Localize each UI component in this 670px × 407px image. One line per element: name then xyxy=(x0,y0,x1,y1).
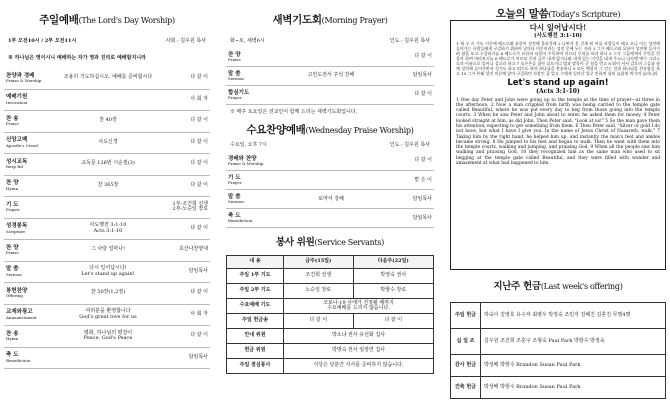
sunday-title-ko: 주일예배 xyxy=(39,14,79,26)
sunday-note: ※ 하나님은 영이시니 예배하는 자가 영과 진리로 예배할지니라 xyxy=(8,54,146,61)
scripture-body-en: 1 One day Peter and John were going up to the temple at the time of prayer—at three in the afternoon. 2 Now a man crippled from birth was being carried to the temple gate called Beautiful, where he was put every day to beg from those going into the temple courts. 3 When he saw Peter and John about to enter, he asked them for money. 4 Peter looked straight at him, as did John. Then Peter said, "Look at us!" 5 So the man gave them his attention, expecting to get something from them. 6 Then Peter said, "Silver or gold I do not have, but what I have I give you. In the name of Jesus Christ of Nazareth, walk." 7 Taking him by the right hand, he helped him up, and instantly the man's feet and ankles became strong. 8 He jumped to his feet and began to walk. Then he went with them into the temple courts, walking and jumping, and praising God. 9 When all the people saw him walking and praising God, 10 they recognized him as the same man who used to sit begging at the temple gate called Beautiful, and they were filled with wonder and amazement at what had happened to him. xyxy=(456,97,660,166)
order-leader: 담임목사 xyxy=(392,67,434,86)
wed-time: 수요일, 오후 7시 xyxy=(230,142,267,149)
order-label-ko: 찬 양 xyxy=(228,51,241,58)
order-leader: 다 같 이 xyxy=(168,175,210,197)
order-label-ko: 기 도 xyxy=(228,174,241,181)
order-leader: 다 같 이 xyxy=(168,283,210,305)
order-row xyxy=(4,347,210,369)
order-content: 평화, 하나님의 평강이 Peace, God's Peace xyxy=(48,326,168,348)
service-title-ko: 봉사 위원 xyxy=(275,237,315,249)
service-role: 안내 위원 xyxy=(227,329,284,344)
dawn-note: ※ 매주 토요일은 전교인이 함께 드리는 새벽기도회입니다. xyxy=(230,109,358,116)
order-row xyxy=(4,218,210,240)
dawn-order-table xyxy=(226,48,434,106)
order-label xyxy=(4,89,48,111)
order-leader: 1부-조건희 선생 2부-노승일 장로 xyxy=(168,197,210,219)
weekday-column xyxy=(226,0,434,407)
order-label xyxy=(4,326,48,348)
offering-title-en: (Last week's offering) xyxy=(540,282,623,291)
scripture-heading-ko: 다시 일어납시다! xyxy=(529,23,587,32)
order-row xyxy=(4,240,210,262)
order-label-en: Sermon xyxy=(228,199,244,205)
order-content: 찬 40장 xyxy=(48,111,168,133)
order-content: 조용히 기도하십시오, 예배를 준비합시다 xyxy=(48,68,168,90)
order-label-en: Apostle's Creed xyxy=(6,142,38,148)
service-row xyxy=(227,284,434,299)
order-label xyxy=(4,283,48,305)
order-leader: 다 같 이 xyxy=(168,326,210,348)
order-label xyxy=(4,154,48,176)
wed-leader: 인도 : 김우원 목사 xyxy=(389,142,430,149)
order-leader: 담임목사 xyxy=(168,261,210,283)
order-label-en: Hymn xyxy=(6,185,19,191)
order-label-ko: 예배기원 xyxy=(6,94,28,101)
order-row xyxy=(4,175,210,197)
order-label-ko: 경배와 찬양 xyxy=(228,155,257,162)
order-row xyxy=(4,326,210,348)
wed-title-ko: 수요찬양예배 xyxy=(246,124,306,137)
scripture-column xyxy=(450,0,666,407)
order-label xyxy=(226,152,270,171)
order-label-en: Resp Rd xyxy=(6,164,23,170)
order-label-en: Prayer xyxy=(228,180,242,186)
offering-type: 주일 헌금 xyxy=(451,303,481,329)
order-label xyxy=(4,347,48,369)
order-content: 그 사랑 얼마나! xyxy=(48,240,168,262)
order-label-ko: 찬 송 xyxy=(6,330,19,337)
dawn-leader: 인도 : 김우원 목사 xyxy=(389,38,430,45)
offering-names: 김우원 조건희 조훈구 조형숙 Paul Park 박항수 박정숙 xyxy=(481,329,666,355)
scripture-ref-ko: (사도행전 3:1-10) xyxy=(534,32,582,39)
order-row xyxy=(226,86,434,105)
order-label xyxy=(4,111,48,133)
order-label xyxy=(4,175,48,197)
order-label-ko: 축 도 xyxy=(228,212,241,219)
dawn-title-ko: 새벽기도회 xyxy=(272,14,322,26)
service-role: 주일 점심봉사 xyxy=(227,359,284,374)
offering-names: 하숙이 김영호 유수자 최병우 박정숙 조민자 김혜진 김혼진 무명4명 xyxy=(481,303,666,329)
order-content: 다시 일어납시다! Let's stand up again! xyxy=(48,261,168,283)
service-row xyxy=(227,329,434,344)
order-label-ko: 말 씀 xyxy=(228,70,241,77)
order-row xyxy=(4,154,210,176)
service-person: 코로나-19 사태가 진정될 때까지 수요예배를 드리지 않습니다. xyxy=(284,299,434,314)
service-row xyxy=(227,344,434,359)
order-content: 여러분을 환영합니다 God's great love for us xyxy=(48,304,168,326)
order-label-ko: 성경봉독 xyxy=(6,223,28,230)
order-label-en: Benediction xyxy=(6,357,31,363)
order-row xyxy=(4,197,210,219)
scripture-heading-en: Let's stand up again! xyxy=(507,77,609,88)
order-row xyxy=(4,111,210,133)
order-label-en: Prayer xyxy=(6,207,20,213)
wed-meta xyxy=(226,140,434,152)
order-label-en: Invocation xyxy=(6,99,28,105)
order-content xyxy=(270,152,392,171)
offering-row xyxy=(451,377,666,399)
dawn-time: 화~토, 새벽6시 xyxy=(230,38,265,45)
order-content: 찬 365장 xyxy=(48,175,168,197)
sunday-title-en: (The Lord's Day Worship) xyxy=(78,16,175,25)
wednesday-title xyxy=(226,124,434,136)
order-label-en: Announcement xyxy=(6,314,37,320)
order-content xyxy=(270,171,392,190)
order-row xyxy=(226,48,434,67)
order-label-ko: 찬 양 xyxy=(6,180,19,187)
service-person: 조건희 선생 xyxy=(284,269,354,284)
order-leader: 다 같 이 xyxy=(392,48,434,67)
order-leader: 호산나찬양대 xyxy=(168,240,210,262)
sunday-meta xyxy=(4,36,210,48)
order-label-en: Hymn xyxy=(6,336,19,342)
service-role: 주일 헌금송 xyxy=(227,314,284,329)
order-label-ko: 찬 송 xyxy=(6,115,19,122)
order-leader: 담임목사 xyxy=(392,190,434,209)
scripture-box xyxy=(450,20,666,270)
order-content: 고린도전서 주석 강해 xyxy=(270,67,392,86)
service-row xyxy=(227,359,434,374)
order-row xyxy=(4,283,210,305)
order-leader: 다 같 이 xyxy=(168,154,210,176)
service-person: 다 같 이 xyxy=(353,314,433,329)
order-label xyxy=(226,190,270,209)
service-header-cell: 내 용 xyxy=(227,256,284,269)
order-leader: 사 회 자 xyxy=(168,89,210,111)
order-row xyxy=(226,171,434,190)
order-label-ko: 찬 양 xyxy=(6,244,19,251)
order-label xyxy=(4,218,48,240)
service-title-en: (Service Servants) xyxy=(314,238,385,248)
order-label xyxy=(226,86,270,105)
order-content xyxy=(270,209,392,228)
order-row xyxy=(4,261,210,283)
service-row xyxy=(227,299,434,314)
order-row xyxy=(4,68,210,90)
order-label xyxy=(226,171,270,190)
order-label-en: Scripture xyxy=(6,228,26,234)
service-row xyxy=(227,314,434,329)
order-label xyxy=(226,48,270,67)
wed-order-table xyxy=(226,152,434,229)
order-content xyxy=(270,86,392,105)
service-person: 노승일 장로 xyxy=(284,284,354,299)
order-leader: 담임목사 xyxy=(392,209,434,228)
offering-row xyxy=(451,303,666,329)
order-row xyxy=(4,89,210,111)
order-label xyxy=(226,209,270,228)
order-row xyxy=(226,209,434,228)
order-label-ko: 말 씀 xyxy=(6,266,19,273)
sunday-worship-title xyxy=(4,14,210,26)
order-content xyxy=(48,347,168,369)
order-label-en: Benediction xyxy=(228,218,253,224)
service-person: 박영숙 권사 xyxy=(353,269,433,284)
order-content xyxy=(270,48,392,67)
order-leader: 다 같 이 xyxy=(392,152,434,171)
service-person: 박명숙 권사 임장연 집사 xyxy=(284,344,434,359)
offering-title-ko: 지난주 헌금 xyxy=(493,281,541,292)
order-leader: 맡 은 이 xyxy=(392,171,434,190)
order-label-en: Offering xyxy=(6,293,23,299)
order-leader: 다 같 이 xyxy=(392,86,434,105)
service-header-cell: 금주(15일) xyxy=(284,256,354,269)
offering-row xyxy=(451,355,666,377)
order-label-en: Praise & Worship xyxy=(228,160,264,166)
order-label-en: Praise xyxy=(228,56,241,62)
service-header-row xyxy=(227,256,434,269)
service-role: 주일 1부 기도 xyxy=(227,269,284,284)
order-label-ko: 교제와광고 xyxy=(6,309,33,316)
order-label-ko: 봉헌찬양 xyxy=(6,287,28,294)
service-role: 수요예배 기도 xyxy=(227,299,284,314)
order-label-en: Praise xyxy=(6,121,19,127)
service-role: 헌금 위원 xyxy=(227,344,284,359)
service-title xyxy=(226,238,434,249)
sunday-worship-column xyxy=(4,0,210,407)
offering-type: 건축 헌금 xyxy=(451,377,481,399)
order-leader: 다 같 이 xyxy=(168,68,210,90)
scripture-ref-en: (Acts 3:1-10) xyxy=(536,87,580,95)
order-label-en: Praise xyxy=(6,250,19,256)
order-leader: 사 회 자 xyxy=(168,304,210,326)
service-person: 다 같 이 xyxy=(284,314,354,329)
order-label-ko: 말 씀 xyxy=(228,193,241,200)
order-label-en: Prayer xyxy=(228,95,242,101)
order-content: 로마서 강해 xyxy=(270,190,392,209)
offering-names: 박성배 박항수 Brandon Susan Paul Park xyxy=(481,355,666,377)
order-label-en: Praise & Worship xyxy=(6,77,42,83)
order-label-ko: 성시교독 xyxy=(6,158,28,165)
order-content: 교독문 126번 시순절(3) xyxy=(48,154,168,176)
service-header-cell: 다음주(22일) xyxy=(353,256,433,269)
wed-title-en: (Wednesday Praise Worship) xyxy=(305,126,414,136)
service-table xyxy=(226,255,434,374)
order-label-ko: 신앙고백 xyxy=(6,137,28,144)
order-label-ko: 축 도 xyxy=(6,352,19,359)
order-leader: 다 같 이 xyxy=(168,218,210,240)
order-label-en: Sermon xyxy=(228,76,244,82)
order-label xyxy=(4,197,48,219)
order-row xyxy=(226,67,434,86)
sunday-times: 1부 오전10시 / 2부 오전11시 xyxy=(8,38,77,45)
order-label xyxy=(4,240,48,262)
service-person: 박소냐 권사 유선화 집사 xyxy=(284,329,434,344)
order-label-ko: 기 도 xyxy=(6,201,19,208)
service-row xyxy=(227,269,434,284)
order-content: 사도행전 3:1-10 Acts 3:1-10 xyxy=(48,218,168,240)
offering-row xyxy=(451,329,666,355)
order-row xyxy=(226,152,434,171)
dawn-title-en: (Morning Prayer) xyxy=(321,16,388,25)
order-row xyxy=(4,132,210,154)
order-content: 사도신경 xyxy=(48,132,168,154)
order-label xyxy=(226,67,270,86)
order-content xyxy=(48,89,168,111)
order-label-ko: 합심기도 xyxy=(228,89,250,96)
order-label xyxy=(4,304,48,326)
order-row xyxy=(4,304,210,326)
order-label xyxy=(4,261,48,283)
sunday-presider: 사회 : 김우원 목사 xyxy=(165,38,206,45)
order-label xyxy=(4,132,48,154)
sunday-order-table xyxy=(4,68,210,370)
service-person: 식당은 당분간 식사를 준비하지 않습니다. xyxy=(284,359,434,374)
order-label xyxy=(4,68,48,90)
service-role: 주일 2부 기도 xyxy=(227,284,284,299)
offering-type: 감사 헌금 xyxy=(451,355,481,377)
scripture-title xyxy=(450,8,666,20)
scripture-title-ko: 오늘의 말씀 xyxy=(495,8,549,20)
order-leader: 담임목사 xyxy=(168,347,210,369)
order-row xyxy=(226,190,434,209)
offering-table xyxy=(450,302,666,399)
service-person: 박항수 장로 xyxy=(353,284,433,299)
offering-title xyxy=(450,282,666,293)
order-content: 찬 50장(1,2절) xyxy=(48,283,168,305)
scripture-title-en: (Today's Scripture) xyxy=(548,10,621,19)
dawn-meta xyxy=(226,36,434,48)
dawn-prayer-title xyxy=(226,14,434,26)
scripture-body-ko: 1 제 구 시 기도 시간에 베드로와 요한이 성전에 올라갈새 2 나면서 못 걷게 된 이를 사람들이 메고 오니 이는 성전에 들어가는 사람들에게 구걸하기 위하여 날마다 미문이라는 성전 문에 두는 자라 3 그가 베드로와 요한이 성전에 들어가려 함을 보고 구걸하거늘 4 베드로가 요한과 더불어 주목하여 이르되 우리를 보라 하니 5 그가 그들에게서 무엇을 얻을까 하여 바라보거늘 6 베드로가 이르되 은과 금은 내게 없거니와 내게 있는 이것을 네게 주노니 나사렛 예수 그리스도의 이름으로 일어나 걸으라 하고 7 오른손을 잡아 일으키니 발과 발목이 곧 힘을 얻고 8 뛰어 서서 걸으며 그들과 함께 성전에 들어가면서 걷기도 하고 뛰기도 하며 하나님을 찬송하니 9 모든 백성이 그 걷는 것과 하나님을 찬송함을 보고 10 그가 본래 성전 미문에 앉아 구걸하던 사람인 줄 알고 그에게 일어난 일로 인하여 심히 놀랍게 여기며 놀라니라 xyxy=(456,40,660,76)
order-content xyxy=(48,197,168,219)
order-label-ko: 찬양과 경배 xyxy=(6,72,35,79)
offering-type: 십 일 조 xyxy=(451,329,481,355)
order-leader: 다 같 이 xyxy=(168,132,210,154)
order-leader: 다 같 이 xyxy=(168,111,210,133)
order-label-en: Sermon xyxy=(6,271,22,277)
offering-names: 박성배 박항수 Brandon Susan Paul Park xyxy=(481,377,666,399)
